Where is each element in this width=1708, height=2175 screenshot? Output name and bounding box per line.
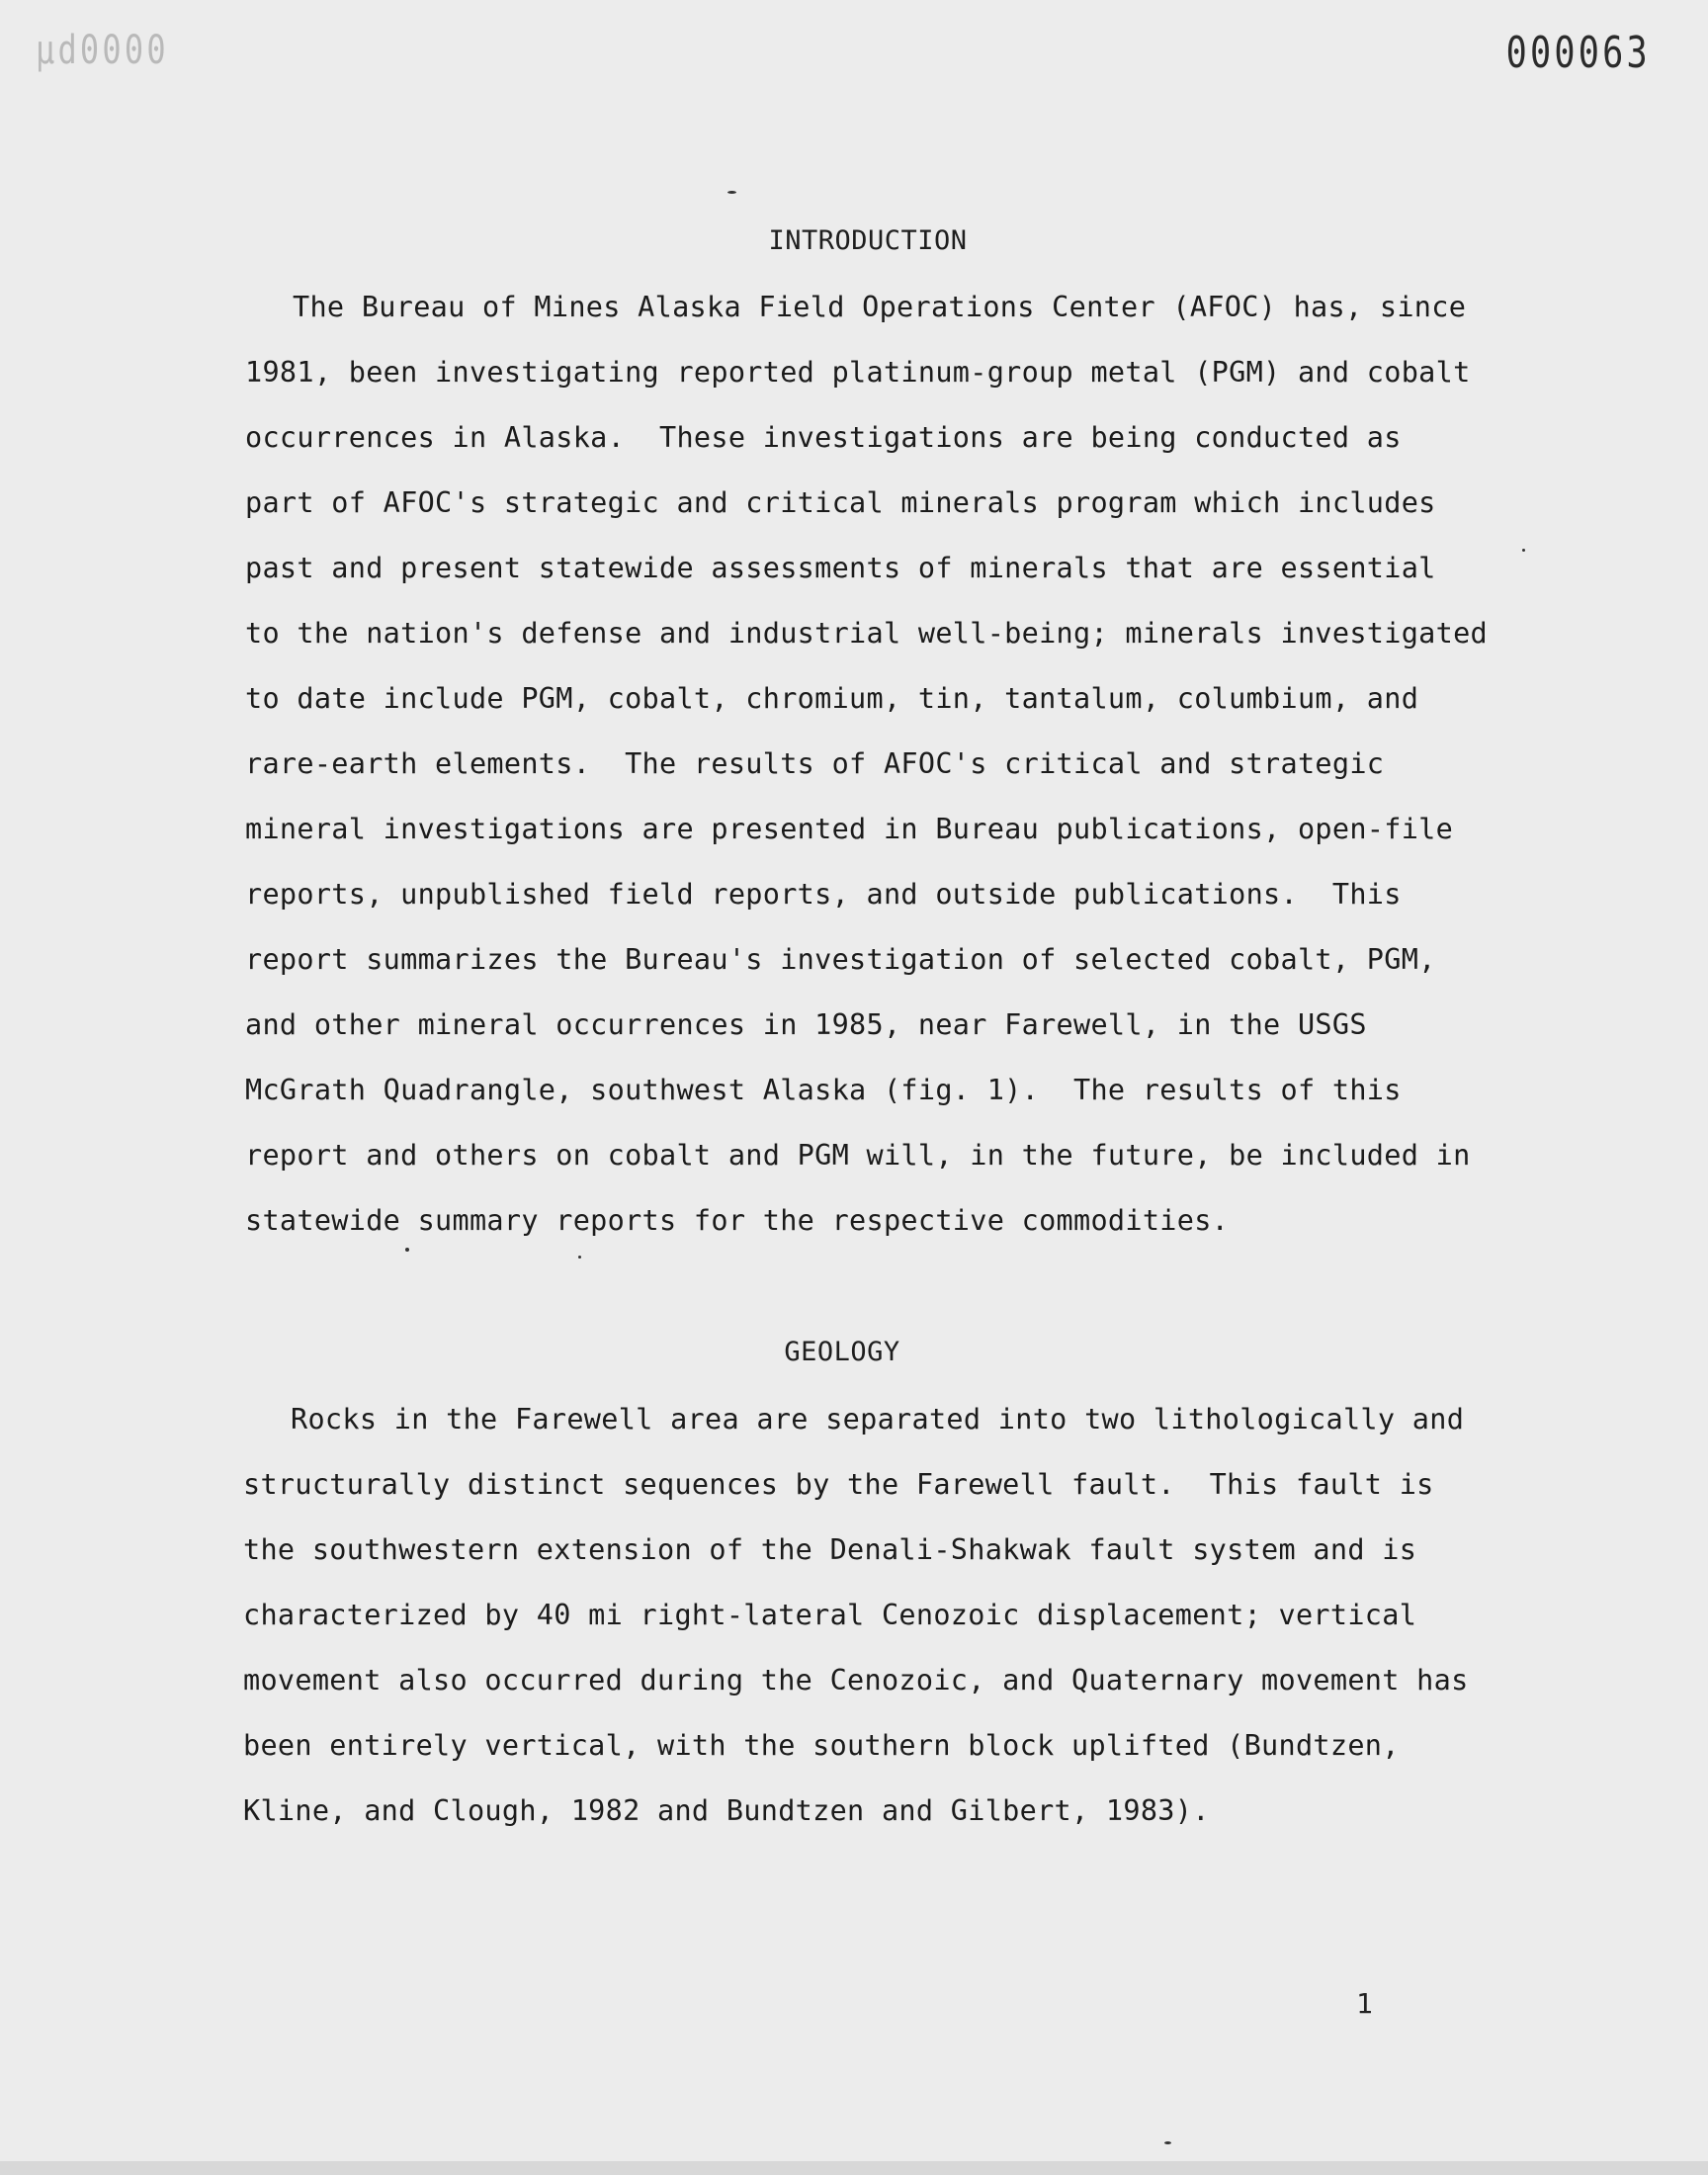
- paragraph-line: Rocks in the Farewell area are separated into two lithologically and: [291, 1403, 1465, 1436]
- paragraph-line: movement also occurred during the Cenozoic, and Quaternary movement has: [243, 1664, 1469, 1696]
- faint-page-stamp: µd0000: [36, 28, 169, 73]
- introduction-paragraph: [245, 275, 1489, 1254]
- paragraph-line: to the nation's defense and industrial well-being; minerals investigated: [245, 617, 1489, 650]
- paragraph-line: report summarizes the Bureau's investigation of selected cobalt, PGM,: [245, 943, 1436, 976]
- paragraph-line: past and present statewide assessments of minerals that are essential: [245, 552, 1436, 584]
- speck-mark: [1164, 2141, 1171, 2144]
- speck-mark: [578, 1256, 581, 1259]
- paragraph-line: report and others on cobalt and PGM will, in the future, be included in: [245, 1139, 1471, 1172]
- paragraph-line: characterized by 40 mi right-lateral Cenozoic displacement; vertical: [243, 1599, 1417, 1631]
- introduction-heading: INTRODUCTION: [768, 225, 968, 256]
- geology-paragraph: [243, 1387, 1469, 1844]
- paragraph-line: Kline, and Clough, 1982 and Bundtzen and Gilbert, 1983).: [243, 1794, 1210, 1827]
- paragraph-line: reports, unpublished field reports, and outside publications. This: [245, 878, 1402, 911]
- paragraph-line: the southwestern extension of the Denali-Shakwak fault system and is: [243, 1533, 1417, 1566]
- geology-heading: GEOLOGY: [784, 1337, 900, 1367]
- paragraph-line: 1981, been investigating reported platinum-group metal (PGM) and cobalt: [245, 356, 1471, 389]
- page-edge: [0, 2161, 1708, 2175]
- paragraph-line: structurally distinct sequences by the Farewell fault. This fault is: [243, 1468, 1434, 1501]
- paragraph-line: and other mineral occurrences in 1985, near Farewell, in the USGS: [245, 1008, 1367, 1041]
- paragraph-line: McGrath Quadrangle, southwest Alaska (fig. 1). The results of this: [245, 1074, 1402, 1106]
- paragraph-line: occurrences in Alaska. These investigations are being conducted as: [245, 421, 1402, 454]
- speck-mark: [1522, 549, 1525, 552]
- paragraph-line: rare-earth elements. The results of AFOC's critical and strategic: [245, 747, 1385, 780]
- paragraph-line: been entirely vertical, with the southern block uplifted (Bundtzen,: [243, 1729, 1400, 1762]
- paragraph-line: to date include PGM, cobalt, chromium, tin, tantalum, columbium, and: [245, 682, 1419, 715]
- page-number: 1: [1356, 1987, 1373, 2020]
- paragraph-line: part of AFOC's strategic and critical minerals program which includes: [245, 486, 1436, 519]
- page-stamp-number: 000063: [1505, 28, 1651, 78]
- paragraph-line: statewide summary reports for the respective commodities.: [245, 1204, 1230, 1237]
- paragraph-line: The Bureau of Mines Alaska Field Operations Center (AFOC) has, since: [293, 291, 1467, 323]
- paragraph-line: mineral investigations are presented in Bureau publications, open-file: [245, 813, 1454, 845]
- speck-mark: [727, 191, 736, 194]
